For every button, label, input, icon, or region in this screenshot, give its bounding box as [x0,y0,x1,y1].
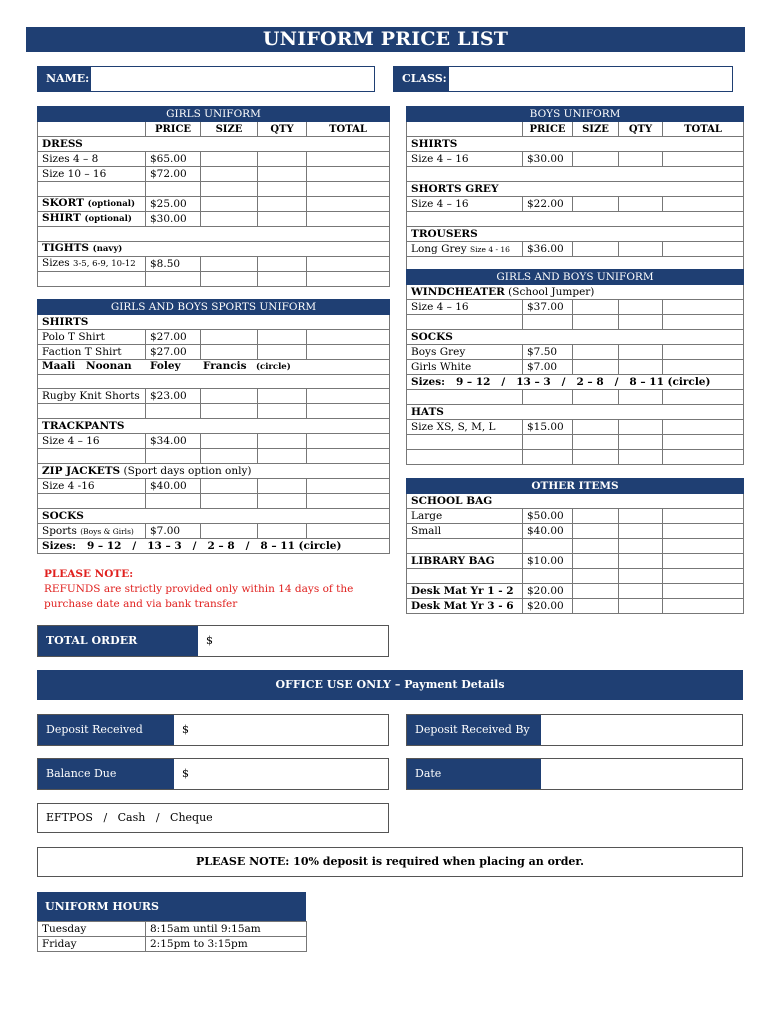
socks-sports-label: Sports (Boys & Girls) [38,524,146,539]
date-field[interactable] [541,759,742,789]
qty-cell[interactable] [619,197,663,212]
name-label: NAME: [38,67,91,91]
qty-cell[interactable] [258,212,307,227]
shirts-heading: SHIRTS [407,137,744,152]
hats-heading: HATS [407,405,744,420]
tights-heading: TIGHTS (navy) [38,242,390,257]
total-cell[interactable] [307,389,390,404]
total-cell[interactable] [663,345,744,360]
item-label: Large [407,509,523,524]
office-use-header: OFFICE USE ONLY – Payment Details [37,670,743,700]
refund-note [44,567,389,612]
deposit-received-label: Deposit Received [38,715,174,745]
item-label: Size XS, S, M, L [407,420,523,435]
total-cell[interactable] [663,242,744,257]
size-cell[interactable] [201,389,258,404]
qty-cell[interactable] [258,152,307,167]
item-label: Boys Grey [407,345,523,360]
size-cell[interactable] [573,345,619,360]
item-price: $65.00 [146,152,201,167]
size-cell[interactable] [573,152,619,167]
sports-uniform-table [37,299,390,554]
boys-uniform-header: BOYS UNIFORM [407,107,744,122]
item-price: $30.00 [523,152,573,167]
class-label: CLASS: [394,67,449,91]
total-cell[interactable] [663,554,744,569]
deposit-received-row [37,714,389,746]
payment-methods[interactable]: EFTPOS / Cash / Cheque [37,803,389,833]
girls-uniform-table [37,106,390,287]
boys-uniform-table [406,106,744,272]
total-cell[interactable] [307,330,390,345]
name-field[interactable] [93,67,374,91]
item-label: Size 4 -16 [38,479,146,494]
price-col: PRICE [146,122,201,137]
qty-cell[interactable] [619,509,663,524]
total-cell[interactable] [663,197,744,212]
qty-cell[interactable] [258,524,307,539]
size-cell[interactable] [573,554,619,569]
total-cell[interactable] [307,197,390,212]
item-label: Polo T Shirt [38,330,146,345]
size-cell[interactable] [201,152,258,167]
total-cell[interactable] [307,152,390,167]
item-price: $7.00 [146,524,201,539]
total-cell[interactable] [307,524,390,539]
item-label: Desk Mat Yr 3 - 6 [407,599,523,614]
qty-cell[interactable] [258,389,307,404]
trousers-label: Long Grey Size 4 - 16 [407,242,523,257]
deposit-received-by-label: Deposit Received By [407,715,541,745]
qty-cell[interactable] [619,584,663,599]
item-price: $50.00 [523,509,573,524]
size-col: SIZE [573,122,619,137]
qty-col: QTY [619,122,663,137]
date-row [406,758,743,790]
item-price: $10.00 [523,554,573,569]
total-cell[interactable] [307,434,390,449]
item-price: $7.00 [523,360,573,375]
socks-heading: SOCKS [38,509,390,524]
qty-cell[interactable] [619,300,663,315]
uniform-hours-table [37,921,307,952]
uniform-hours-header: UNIFORM HOURS [37,892,306,921]
total-order-row [37,625,389,657]
qty-cell[interactable] [619,554,663,569]
hours-time: 2:15pm to 3:15pm [146,937,307,952]
class-row [393,66,733,92]
size-cell[interactable] [573,242,619,257]
item-price: $72.00 [146,167,201,182]
item-price: $40.00 [523,524,573,539]
item-price: $34.00 [146,434,201,449]
total-cell[interactable] [663,420,744,435]
item-price: $40.00 [146,479,201,494]
deposit-received-by-field[interactable] [541,715,742,745]
size-cell[interactable] [573,524,619,539]
size-cell[interactable] [201,167,258,182]
shirt-label: SHIRT (optional) [38,212,146,227]
total-cell[interactable] [307,479,390,494]
size-cell[interactable] [573,300,619,315]
size-cell[interactable] [573,360,619,375]
deposit-received-by-row [406,714,743,746]
trousers-heading: TROUSERS [407,227,744,242]
item-label: Rugby Knit Shorts [38,389,146,404]
item-price: $15.00 [523,420,573,435]
hours-row [38,937,307,952]
size-cell[interactable] [573,599,619,614]
balance-due-label: Balance Due [38,759,174,789]
girls-uniform-header: GIRLS UNIFORM [38,107,390,122]
qty-cell[interactable] [258,330,307,345]
size-cell[interactable] [201,197,258,212]
item-price: $30.00 [146,212,201,227]
qty-cell[interactable] [258,345,307,360]
item-label: LIBRARY BAG [407,554,523,569]
girls-boys-uniform-table [406,269,744,465]
total-cell[interactable] [307,345,390,360]
item-price: $27.00 [146,330,201,345]
item-label: Faction T Shirt [38,345,146,360]
socks-size-options[interactable]: Sizes: 9 – 12 / 13 – 3 / 2 – 8 / 8 – 11 (circle) [38,539,390,554]
item-price: $37.00 [523,300,573,315]
size-cell[interactable] [201,330,258,345]
hours-row [38,922,307,937]
hours-day: Tuesday [38,922,146,937]
other-items-table [406,478,744,614]
total-cell[interactable] [663,599,744,614]
total-cell[interactable] [663,300,744,315]
qty-cell[interactable] [258,434,307,449]
total-cell[interactable] [663,524,744,539]
item-label: Size 10 – 16 [38,167,146,182]
socks-size-options[interactable]: Sizes: 9 – 12 / 13 – 3 / 2 – 8 / 8 – 11 (circle) [407,375,744,390]
total-cell[interactable] [307,257,390,272]
total-cell[interactable] [663,584,744,599]
trackpants-heading: TRACKPANTS [38,419,390,434]
size-cell[interactable] [201,434,258,449]
item-price: $22.00 [523,197,573,212]
item-price: $7.50 [523,345,573,360]
item-price: $20.00 [523,599,573,614]
qty-cell[interactable] [619,242,663,257]
page-title: UNIFORM PRICE LIST [26,27,745,52]
item-label: Size 4 – 16 [38,434,146,449]
other-items-header: OTHER ITEMS [407,479,744,494]
total-cell[interactable] [307,167,390,182]
date-label: Date [407,759,541,789]
refund-note-line1: REFUNDS are strictly provided only within 14 days of the [44,583,354,595]
item-label: Girls White [407,360,523,375]
size-cell[interactable] [201,257,258,272]
refund-note-line2: purchase date and via bank transfer [44,598,238,610]
balance-due-field[interactable]: $ [182,767,189,780]
refund-note-title: PLEASE NOTE: [44,568,134,580]
balance-due-row [37,758,389,790]
size-cell[interactable] [201,212,258,227]
total-col: TOTAL [307,122,390,137]
deposit-received-field[interactable]: $ [182,723,189,736]
skort-label: SKORT (optional) [38,197,146,212]
qty-cell[interactable] [619,420,663,435]
socks-heading: SOCKS [407,330,744,345]
item-label: Size 4 – 16 [407,300,523,315]
size-cell[interactable] [573,197,619,212]
size-col: SIZE [201,122,258,137]
school-bag-heading: SCHOOL BAG [407,494,744,509]
price-col: PRICE [523,122,573,137]
shirts-heading: SHIRTS [38,315,390,330]
dress-heading: DRESS [38,137,390,152]
total-order-label: TOTAL ORDER [38,626,198,656]
item-price: $27.00 [146,345,201,360]
item-label: Sizes 4 – 8 [38,152,146,167]
deposit-note: PLEASE NOTE: 10% deposit is required when placing an order. [37,847,743,877]
house-options[interactable]: Maali Noonan Foley Francis (circle) [38,360,390,375]
item-price: $36.00 [523,242,573,257]
item-price: $23.00 [146,389,201,404]
shorts-heading: SHORTS GREY [407,182,744,197]
item-price: $8.50 [146,257,201,272]
hours-time: 8:15am until 9:15am [146,922,307,937]
item-label: Size 4 – 16 [407,197,523,212]
qty-cell[interactable] [619,152,663,167]
qty-cell[interactable] [258,479,307,494]
item-label: Small [407,524,523,539]
total-cell[interactable] [307,212,390,227]
qty-cell[interactable] [619,524,663,539]
size-cell[interactable] [201,345,258,360]
qty-cell[interactable] [619,599,663,614]
total-cell[interactable] [663,152,744,167]
hours-day: Friday [38,937,146,952]
total-cell[interactable] [663,509,744,524]
qty-cell[interactable] [619,360,663,375]
class-field[interactable] [451,67,732,91]
qty-cell[interactable] [258,257,307,272]
item-label: Size 4 – 16 [407,152,523,167]
qty-cell[interactable] [258,167,307,182]
item-label: Desk Mat Yr 1 - 2 [407,584,523,599]
qty-cell[interactable] [258,197,307,212]
zip-heading: ZIP JACKETS (Sport days option only) [38,464,390,479]
qty-cell[interactable] [619,345,663,360]
total-cell[interactable] [663,360,744,375]
total-col: TOTAL [663,122,744,137]
name-row [37,66,375,92]
total-order-field[interactable]: $ [206,634,213,647]
size-cell[interactable] [201,524,258,539]
size-cell[interactable] [573,420,619,435]
size-cell[interactable] [201,479,258,494]
size-cell[interactable] [573,509,619,524]
girls-boys-uniform-header: GIRLS AND BOYS UNIFORM [407,270,744,285]
qty-col: QTY [258,122,307,137]
item-price: $25.00 [146,197,201,212]
sports-uniform-header: GIRLS AND BOYS SPORTS UNIFORM [38,300,390,315]
windcheater-heading: WINDCHEATER (School Jumper) [407,285,744,300]
tights-sizes: Sizes 3-5, 6-9, 10-12 [38,257,146,272]
size-cell[interactable] [573,584,619,599]
item-price: $20.00 [523,584,573,599]
